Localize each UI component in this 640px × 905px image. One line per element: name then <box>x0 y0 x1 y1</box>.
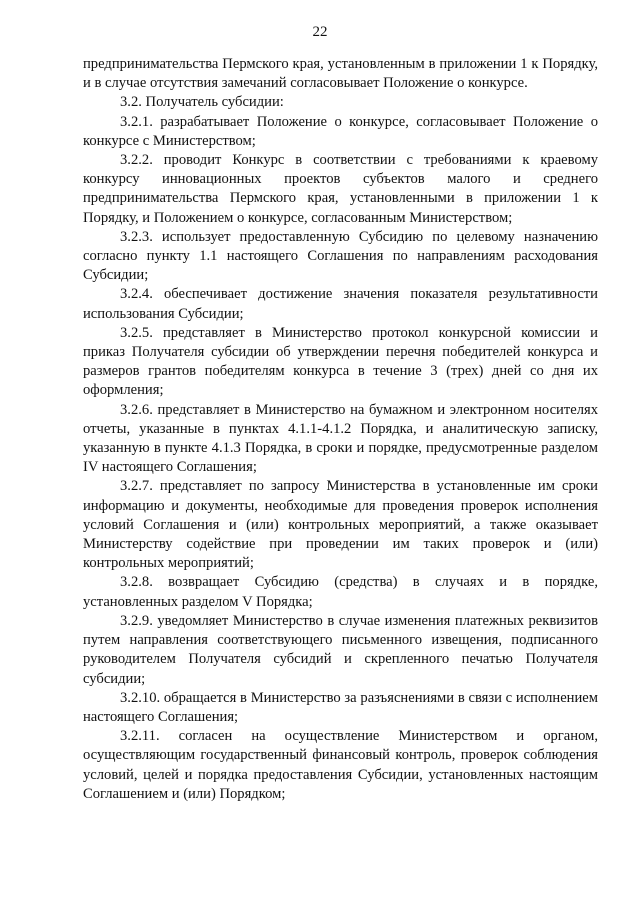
clause-3-2-7: 3.2.7. представляет по запросу Министерства в установленные им сроки информацию и документы, необходимые для проведения проверок исполнения условий Соглашения и (или) контрольных мероприятий, а также оказывает Министерству содействие при проведении им таких проверок и (или) контрольных мероприятий; <box>83 478 598 572</box>
clause-3-2-9: 3.2.9. уведомляет Министерство в случае изменения платежных реквизитов путем направления соответствующего письменного извещения, подписанного руководителем Получателя субсидий и скрепленного печатью Получателя субсидии; <box>83 612 598 687</box>
clause-3-2-5: 3.2.5. представляет в Министерство протокол конкурсной комиссии и приказ Получателя субсидии об утверждении перечня победителей конкурса и размеров грантов победителям конкурса в течение 3 (трех) дней со дня их оформления; <box>83 324 598 399</box>
document-body <box>83 55 598 804</box>
clause-3-2-2: 3.2.2. проводит Конкурс в соответствии с требованиями к краевому конкурсу инновационных проектов субъектов малого и среднего предпринимательства Пермского края, установленными в приложении 1 к Порядку, и Положением о конкурсе, согласованным Министерством; <box>83 152 598 226</box>
clause-3-2-10: 3.2.10. обращается в Министерство за разъяснениями в связи с исполнением настоящего Соглашения; <box>83 689 598 725</box>
section-heading-3-2: 3.2. Получатель субсидии: <box>120 94 284 111</box>
clause-3-2-1: 3.2.1. разрабатывает Положение о конкурсе, согласовывает Положение о конкурсе с Министерством; <box>83 113 598 149</box>
clause-3-2-11: 3.2.11. согласен на осуществление Министерством и органом, осуществляющим государственный финансовый контроль, проверок соблюдения условий, целей и порядка предоставления Субсидии, установленных настоящим Соглашением и (или) Порядком; <box>83 728 598 802</box>
page-number: 22 <box>312 24 328 40</box>
clause-3-2-8: 3.2.8. возвращает Субсидию (средства) в случаях и в порядке, установленных разделом V Порядка; <box>83 574 598 610</box>
paragraph-continuation: предпринимательства Пермского края, установленным в приложении 1 к Порядку, и в случае отсутствия замечаний согласовывает Положение о конкурсе. <box>83 56 598 92</box>
clause-3-2-4: 3.2.4. обеспечивает достижение значения показателя результативности использования Субсидии; <box>83 286 598 322</box>
clause-3-2-6: 3.2.6. представляет в Министерство на бумажном и электронном носителях отчеты, указанные в пунктах 4.1.1-4.1.2 Порядка, и аналитическую записку, указанную в пункте 4.1.3 Порядка, в сроки и порядке, предусмотренные разделом IV настоящего Соглашения; <box>83 401 598 476</box>
clause-3-2-3: 3.2.3. использует предоставленную Субсидию по целевому назначению согласно пункту 1.1 настоящего Соглашения по направлениям расходования Субсидии; <box>83 228 598 284</box>
